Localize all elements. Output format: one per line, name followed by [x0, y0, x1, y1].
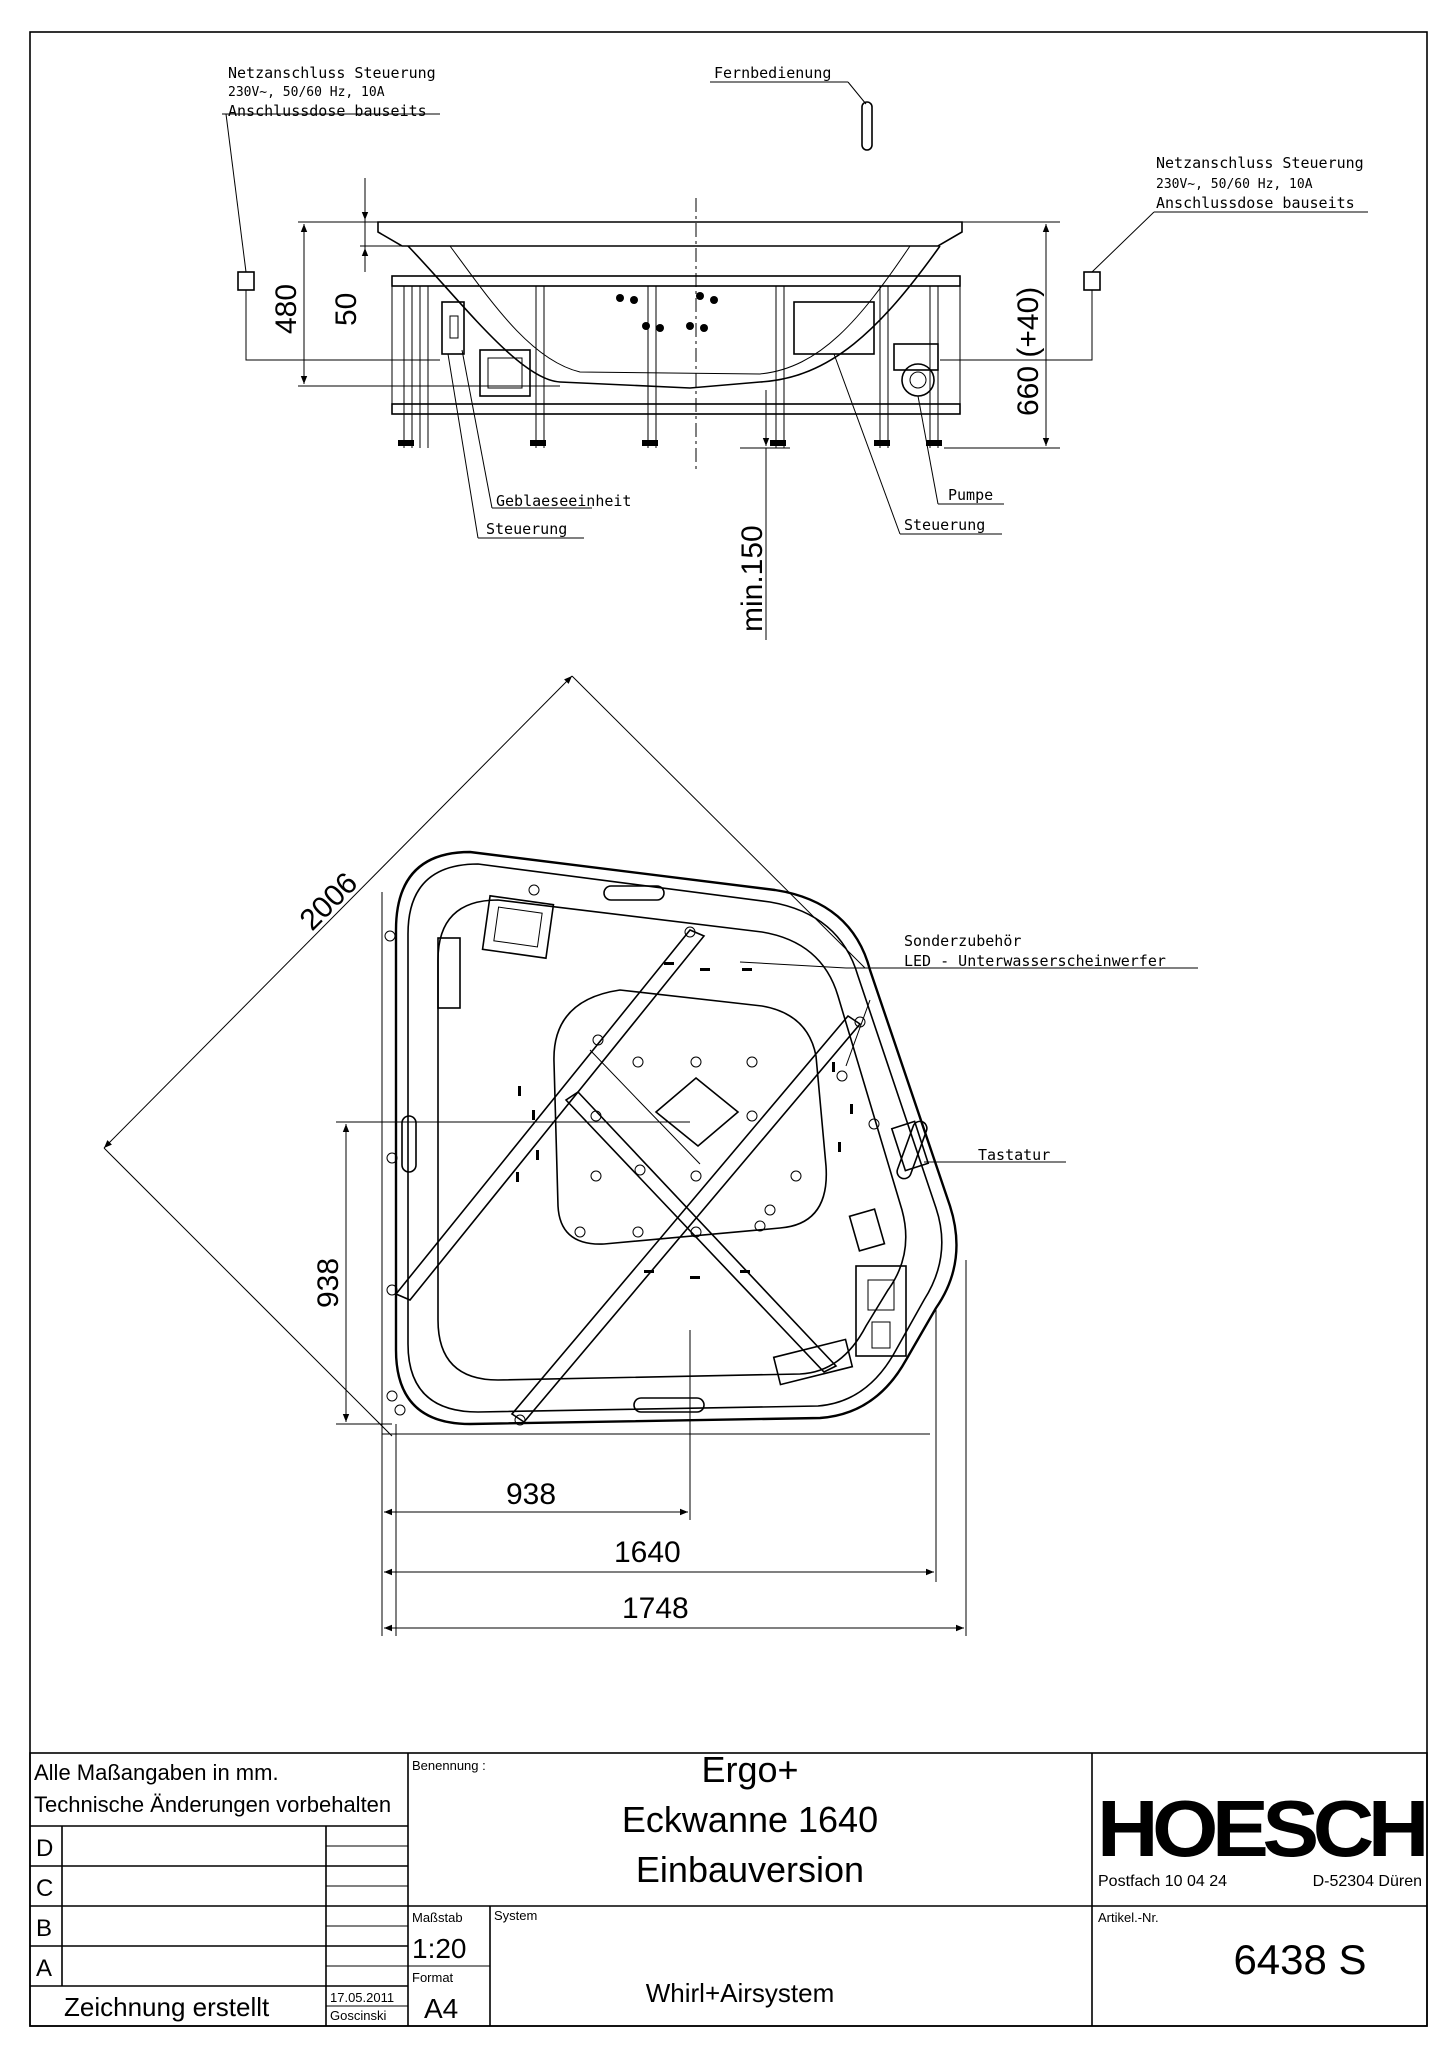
- system-label: System: [494, 1908, 538, 1923]
- note-dimensions: Alle Maßangaben in mm.: [34, 1760, 279, 1785]
- dim-1748: 1748: [622, 1592, 689, 1625]
- note-left-line3: Anschlussdose bauseits: [228, 102, 427, 120]
- company-postfach: Postfach 10 04 24: [1098, 1873, 1227, 1890]
- remote-label: Fernbedienung: [714, 64, 832, 82]
- product-name-2: Eckwanne 1640: [621, 1799, 879, 1840]
- title-block-text: [34, 1749, 1424, 2024]
- note-left-line2: 230V~, 50/60 Hz, 10A: [228, 85, 385, 100]
- label-tastatur: Tastatur: [978, 1146, 1051, 1164]
- dim-660: 660 (+40): [1012, 286, 1045, 416]
- drawing-author: Goscinski: [330, 2008, 387, 2023]
- system-value: Whirl+Airsystem: [645, 1978, 835, 2008]
- dim-1640: 1640: [614, 1536, 681, 1569]
- dim-480: 480: [270, 283, 303, 334]
- side-view-labels: [228, 64, 1364, 538]
- dim-938-horizontal: 938: [506, 1478, 557, 1511]
- dim-diag-2006: 2006: [293, 866, 365, 937]
- rev-a: A: [36, 1955, 53, 1982]
- note-changes: Technische Änderungen vorbehalten: [34, 1792, 392, 1817]
- dim-min150: min.150: [736, 525, 769, 632]
- label-geblaese: Geblaeseeinheit: [496, 492, 632, 510]
- note-right-line1: Netzanschluss Steuerung: [1156, 154, 1364, 172]
- dim-938-vertical: 938: [312, 1257, 345, 1308]
- product-name-1: Ergo+: [701, 1749, 799, 1790]
- massstab-label: Maßstab: [412, 1910, 463, 1925]
- top-view-labels: [904, 932, 1166, 1164]
- top-view-dimensions: [294, 866, 689, 1625]
- label-sonder2: LED - Unterwasserscheinwerfer: [904, 952, 1166, 970]
- drawing-created: Zeichnung erstellt: [64, 1992, 270, 2022]
- artikel-label: Artikel.-Nr.: [1098, 1910, 1159, 1925]
- label-sonder1: Sonderzubehör: [904, 932, 1022, 950]
- rev-d: D: [36, 1835, 54, 1862]
- drawing-date: 17.05.2011: [330, 1990, 395, 2005]
- format-label: Format: [412, 1970, 454, 1985]
- label-steuerung-left: Steuerung: [486, 520, 568, 538]
- company-city: D-52304 Düren: [1312, 1873, 1422, 1890]
- label-pumpe: Pumpe: [948, 486, 994, 504]
- label-steuerung-right: Steuerung: [904, 516, 986, 534]
- note-right-line2: 230V~, 50/60 Hz, 10A: [1156, 177, 1313, 192]
- artikel-number: 6438 S: [1233, 1936, 1367, 1983]
- massstab-value: 1:20: [412, 1933, 467, 1964]
- product-name-3: Einbauversion: [635, 1849, 865, 1890]
- benennung-label: Benennung :: [412, 1758, 486, 1773]
- company-logo: HOESCH: [1097, 1784, 1425, 1873]
- side-view-dimensions: [270, 284, 1045, 632]
- note-left-line1: Netzanschluss Steuerung: [228, 64, 436, 82]
- format-value: A4: [424, 1993, 459, 2024]
- dim-50: 50: [330, 292, 363, 326]
- drawing-frame: [30, 32, 1427, 2026]
- rev-b: B: [36, 1915, 53, 1942]
- rev-c: C: [36, 1875, 54, 1902]
- note-right-line3: Anschlussdose bauseits: [1156, 194, 1355, 212]
